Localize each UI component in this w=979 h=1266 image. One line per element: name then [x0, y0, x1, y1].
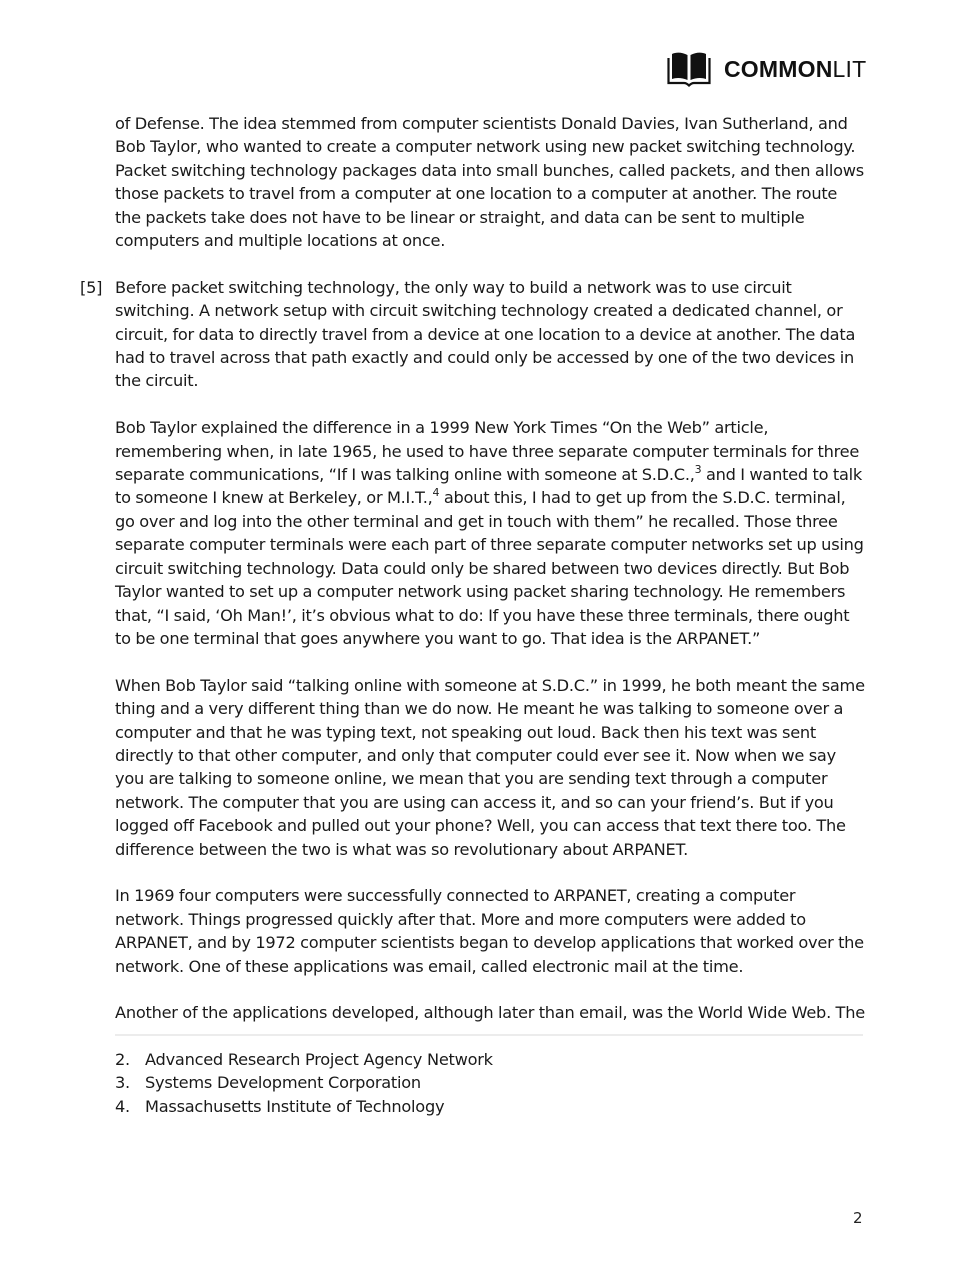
footnote-number: 2. [115, 1050, 130, 1069]
footnote-ref-4[interactable]: 4 [432, 486, 440, 500]
paragraph-text: Another of the applications developed, although later than email, was the World Wide Web. The [115, 1003, 865, 1023]
footnote-number: 4. [115, 1096, 130, 1116]
paragraph-text: When Bob Taylor said “talking online with someone at S.D.C.” in 1999, he both meant the same thing and a very different thing than we do now. He meant he was talking to someone over a computer and that he was typing text, not speaking out loud. Back then his text was sent directly to that other computer, and only that computer could ever see it. Now when we say you are talking to someone online, we mean that you are sending text through a computer network. The computer that you are using can access it, and so can your friend’s. But if you logged off Facebook and pulled out your phone? Well, you can access that text there too. The difference between the two is what was so revolutionary about ARPANET. [115, 675, 865, 859]
commonlit-logo [666, 50, 866, 88]
paragraph-talking-online [115, 674, 865, 861]
paragraph-1969 [115, 884, 865, 978]
open-book-icon [666, 51, 712, 87]
footnote-2 [115, 1048, 865, 1071]
footnote-number: 3. [115, 1073, 130, 1093]
paragraph-text-part1: Bob Taylor explained the difference in a 1999 New York Times “On the Web” article, remembering when, in late 1965, he used to have three separate computer terminals for three separate communications, “If I was talking online with someone at S.D.C., [115, 418, 860, 485]
paragraph-text-part3: about this, I had to get up from the S.D.C. terminal, go over and log into the other terminal and get in touch with them” he recalled. Those three separate computer terminals were each part of three separate computer networks set up using circuit switching technology. Data could only be shared between two devices directly. But Bob Taylor wanted to set up a computer network using packet sharing technology. He remembers that, “I said, ‘Oh Man!’, it’s obvious what to do: If you have these three terminals, there ought to be one terminal that goes anywhere you want to go. That idea is the ARPANET.” [115, 488, 864, 648]
article-body [80, 112, 865, 1048]
paragraph-text: of Defense. The idea stemmed from computer scientists Donald Davies, Ivan Sutherland, and Bob Taylor, who wanted to create a computer network using new packet switching technology. Packet switching technology packages data into small bunches, called packets, and then allows those packets to travel from a computer at one location to a computer at another. The route the packets take does not have to be linear or straight, and data can be sent to multiple computers and multiple locations at once. [115, 114, 864, 251]
paragraph-number: [5] [80, 277, 103, 297]
logo-wordmark: COMMONLIT [724, 55, 867, 82]
footnote-text: Massachusetts Institute of Technology [145, 1096, 445, 1116]
paragraph-5 [80, 276, 865, 393]
paragraph-text: Before packet switching technology, the only way to build a network was to use circuit switching. A network setup with circuit switching technology created a dedicated channel, or circuit, for data to directly travel from a device at one location to a device at another. The data had to travel across that path exactly and could only be accessed by one of the two devices in the circuit. [115, 277, 856, 391]
footnote-3 [115, 1071, 865, 1094]
footnote-ref-3[interactable]: 3 [694, 463, 702, 477]
paragraph-world-wide-web [115, 1001, 865, 1024]
footnotes-list [115, 1048, 865, 1118]
footnote-divider [115, 1034, 863, 1036]
paragraph-continuation [115, 112, 865, 252]
paragraph-text-part2: and I wanted to talk to someone I knew at Berkeley, or M.I.T., [115, 465, 862, 508]
footnote-4 [115, 1095, 865, 1118]
footnote-text: Systems Development Corporation [145, 1073, 421, 1093]
paragraph-bob-taylor-quote [115, 416, 865, 650]
page-number: 2 [853, 1209, 863, 1227]
footnote-text: Advanced Research Project Agency Network [145, 1050, 493, 1069]
paragraph-text: In 1969 four computers were successfully connected to ARPANET, creating a computer network. Things progressed quickly after that. More and more computers were added to ARPANET, and by 1972 computer scientists began to develop applications that worked over the network. One of these applications was email, called electronic mail at the time. [115, 886, 864, 976]
